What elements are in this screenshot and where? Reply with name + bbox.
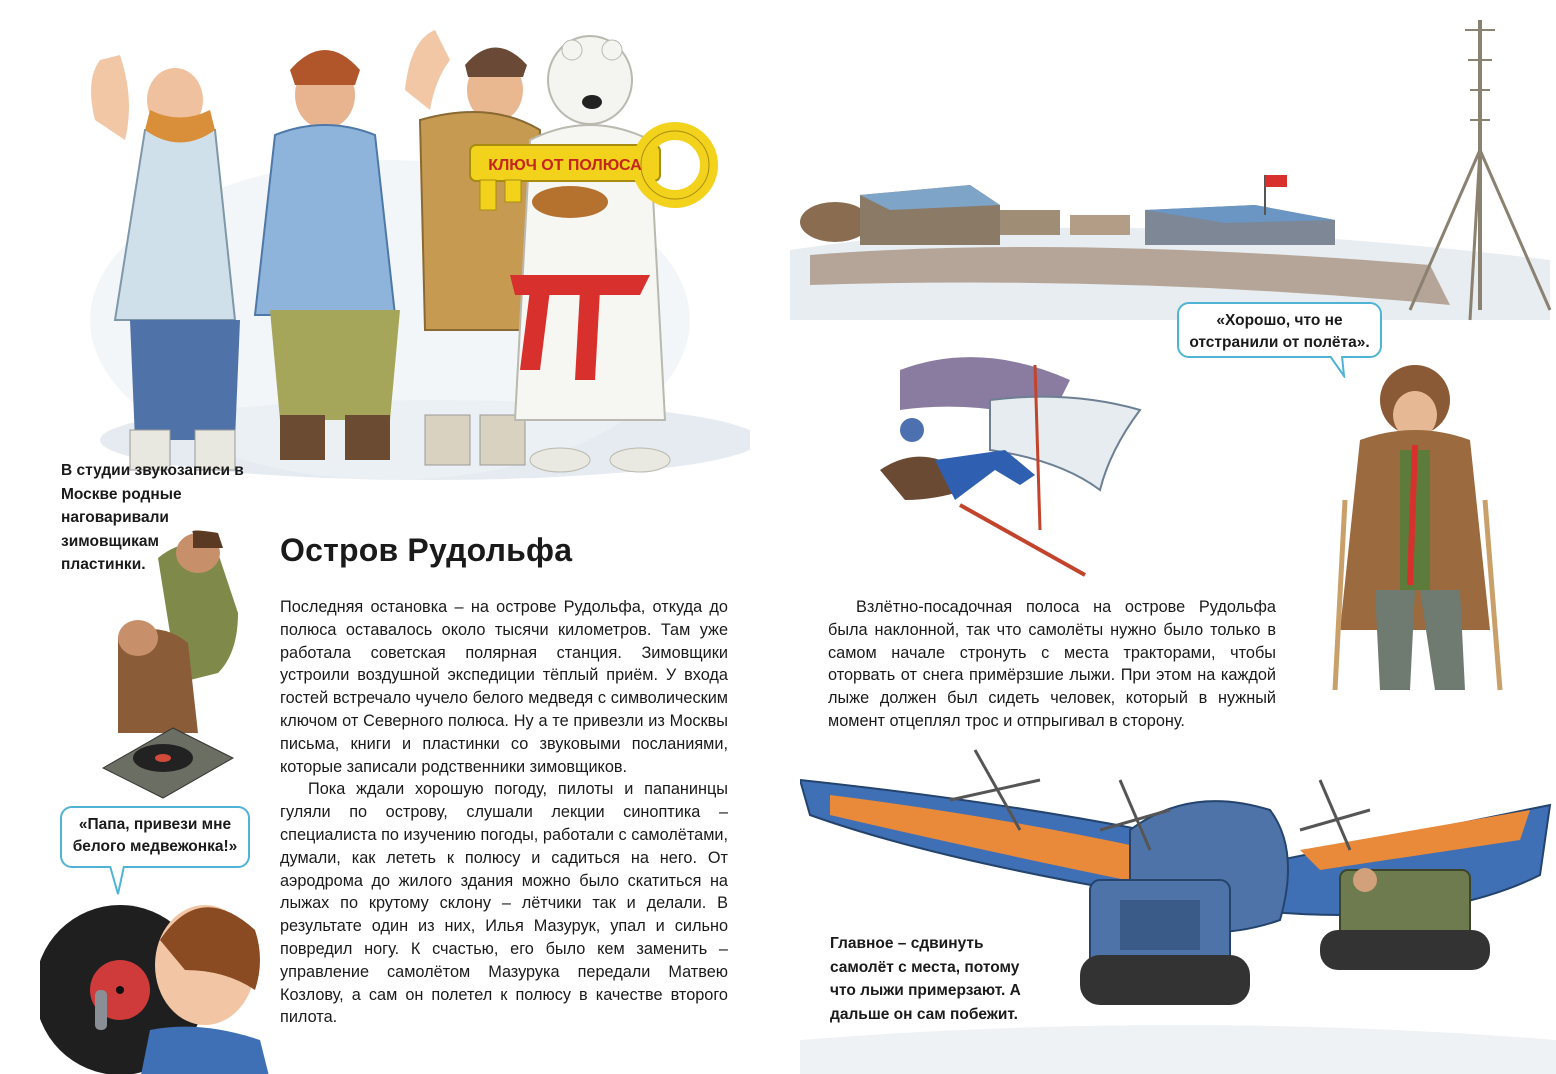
page-title: Остров Рудольфа	[280, 532, 573, 568]
gramophone-illustration	[98, 528, 248, 808]
polar-station-illustration	[770, 0, 1556, 335]
tractor-caption: Главное – сдвинуть самолёт с места, потому что лыжи примерзают. А дальше он сам побежит.	[830, 935, 1021, 1023]
child-speech-bubble: «Папа, привези мне белого медвежонка!»	[60, 806, 250, 868]
blue-tractor	[1080, 880, 1250, 1005]
main-paragraph-1: Последняя остановка – на острове Рудольфа, откуда до полюса оставалось около тысячи километров. Там уже работала советская полярная станция. Зимовщики устроили воздушной экспедиции тёплый приём. У входа гостей встречало чучело белого медведя с символическим ключом от Северного полюса. Ну а те привезли из Москвы письма, книги и пластинки со звуковыми посланиями, которые записали родственники зимовщиков.	[280, 598, 728, 776]
green-tractor	[1320, 868, 1490, 970]
key-sign-text: КЛЮЧ ОТ ПОЛЮСА	[488, 157, 642, 174]
main-paragraph-2: Пока ждали хорошую погоду, пилоты и папанинцы гуляли по острову, слушали лекции синоптика – специалиста по изучению погоды, работали с самолётами, думали, как лететь к полюсу и садиться на него. От аэродрома до жилого здания можно было скатиться на лыжах по крутому склону – лётчики так и делали. В результате один из них, Илья Мазурук, упал и сильно повредил ногу. К счастью, его было кем заменить – управление самолётом Мазурука передали Матвею Козлову, а сам он полетел к полюсу в качестве второго пилота.	[280, 780, 728, 1027]
skier-illustration	[840, 340, 1150, 580]
studio-caption: В студии звукозаписи в Москве родные наговаривали зимовщикам пластинки.	[61, 462, 244, 573]
pilot-crutches-illustration	[1320, 360, 1510, 700]
pilot-speech-bubble: «Хорошо, что не отстранили от полёта».	[1177, 302, 1382, 358]
polar-bear	[510, 36, 670, 472]
main-text	[280, 596, 728, 1029]
child-record-illustration	[40, 880, 270, 1074]
winterers-bear-illustration	[60, 20, 750, 480]
side-text: Взлётно-посадочная полоса на острове Рудольфа была наклонной, так что самолёты нужно было только в самом начале стронуть с места тракторами, чтобы оторвать от снега примёрзшие лыжи. При этом на каждой лыже должен был сидеть человек, который в нужный момент отцеплял трос и отпрыгивал в сторону.	[828, 598, 1276, 730]
